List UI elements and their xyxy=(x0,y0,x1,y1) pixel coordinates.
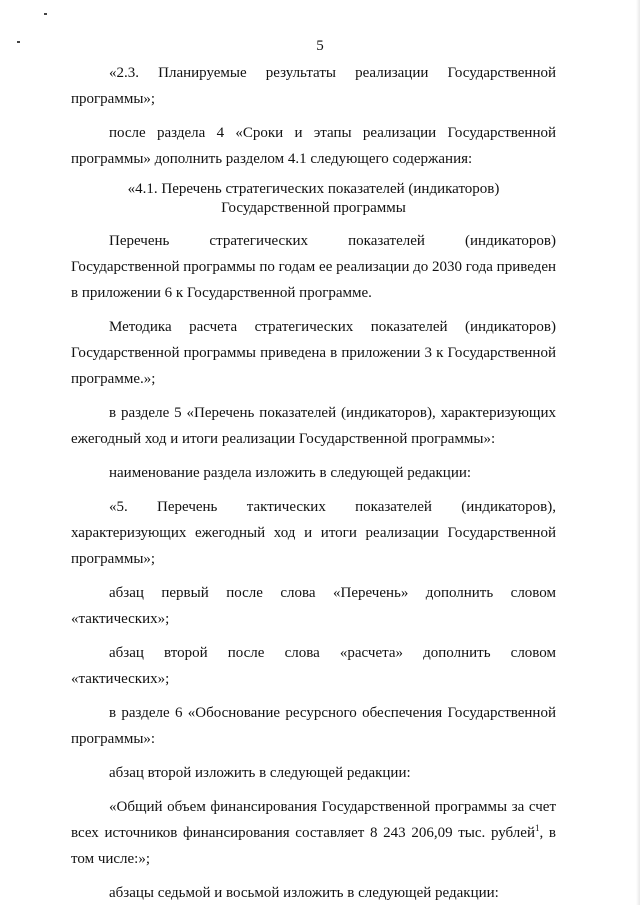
paragraph-section-6: в разделе 6 «Обоснование ресурсного обеспечения Государственной программы»: xyxy=(71,705,556,747)
heading-line-2: Государственной программы xyxy=(221,200,406,216)
paragraph-section-5: в разделе 5 «Перечень показателей (индикаторов), характеризующих ежегодный ход и итоги реализации Государственной программы»: xyxy=(71,405,556,447)
funding-tail: , в том числе:»; xyxy=(71,825,556,867)
page-number: 5 xyxy=(316,38,324,54)
document-body xyxy=(71,60,556,914)
paragraph-methodology: Методика расчета стратегических показателей (индикаторов) Государственной программы приведена в приложении 3 к Государственной программе.»; xyxy=(71,319,556,387)
paragraph-strategic-list: Перечень стратегических показателей (индикаторов) Государственной программы по годам ее реализации до 2030 года приведен в приложении 6 к Государственной программе. xyxy=(71,233,557,301)
paragraph-section-name: наименование раздела изложить в следующей редакции: xyxy=(109,465,472,481)
paragraph-after-section-4: после раздела 4 «Сроки и этапы реализации Государственной программы» дополнить разделом 4.1 следующего содержания: xyxy=(71,125,556,167)
paragraph-2-3: «2.3. Планируемые результаты реализации Государственной программы»; xyxy=(71,65,556,107)
paragraph-seventh-eighth: абзацы седьмой и восьмой изложить в следующей редакции: xyxy=(109,885,499,901)
paragraph-second-abzac-edit: абзац второй изложить в следующей редакции: xyxy=(109,765,411,781)
scan-mark xyxy=(44,13,47,15)
page-edge-shadow xyxy=(636,0,640,905)
heading-line-1: «4.1. Перечень стратегических показателей (индикаторов) xyxy=(127,181,500,197)
paragraph-second-abzac: абзац второй после слова «расчета» дополнить словом «тактических»; xyxy=(71,645,556,687)
footnote-reference: 1 xyxy=(534,823,540,833)
section-heading-4-1 xyxy=(71,180,556,218)
paragraph-first-abzac: абзац первый после слова «Перечень» дополнить словом «тактических»; xyxy=(71,585,556,627)
paragraph-section-5-title: «5. Перечень тактических показателей (индикаторов), характеризующих ежегодный ход и итоги реализации Государственной программы»; xyxy=(71,499,556,567)
paragraph-funding xyxy=(71,794,556,872)
funding-text: «Общий объем финансирования Государственной программы за счет всех источников финансирования составляет 8 243 206,09 тыс. рублей xyxy=(71,799,556,841)
